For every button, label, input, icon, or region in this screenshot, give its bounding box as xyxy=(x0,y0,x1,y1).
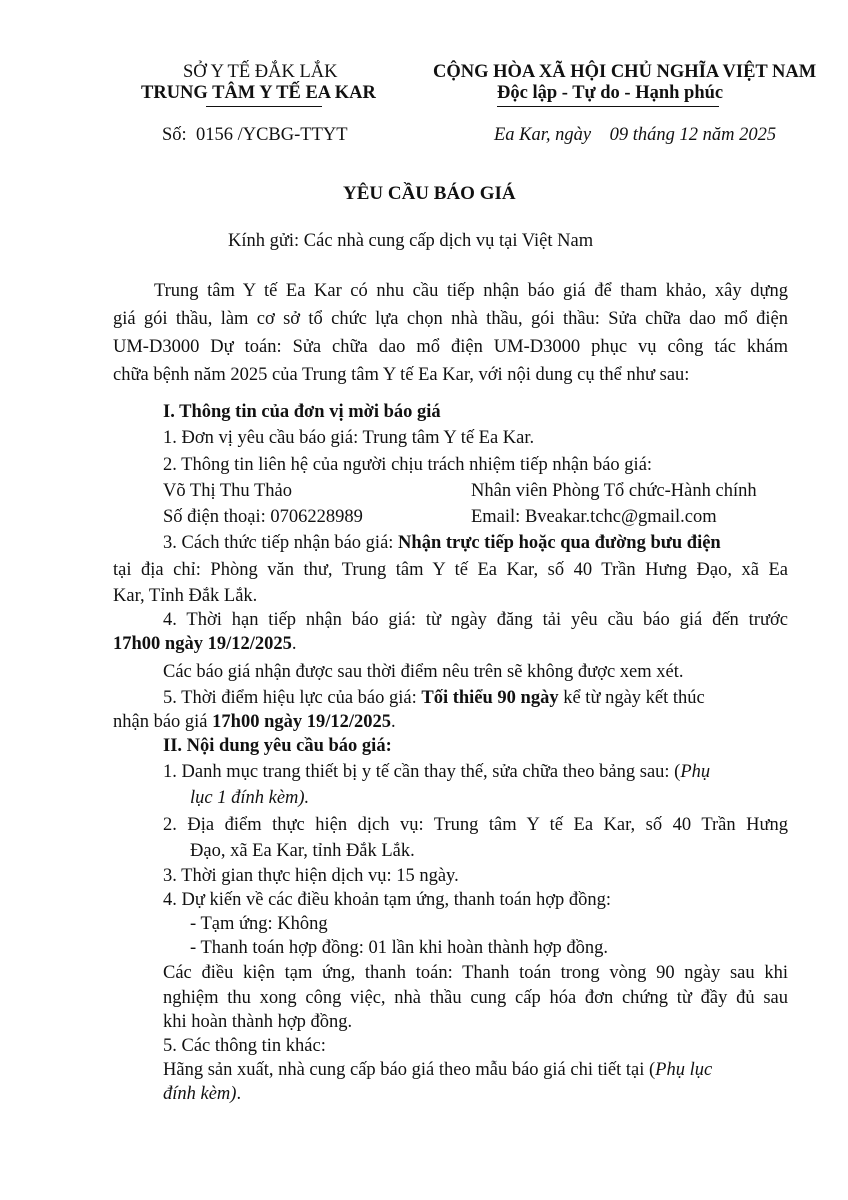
item-5-line-2-bold: 17h00 ngày 19/12/2025 xyxy=(212,712,392,732)
section-2-item-2-line-2: Đạo, xã Ea Kar, tỉnh Đắk Lắk. xyxy=(190,841,415,861)
section-1-item-3-line-2: tại địa chỉ: Phòng văn thư, Trung tâm Y tế Ea Kar, số 40 Trần Hưng Đạo, xã Ea xyxy=(113,560,788,580)
item-5-suffix: kể từ ngày kết thúc xyxy=(558,688,705,708)
place-date-prefix: Ea Kar, ngày xyxy=(494,125,592,145)
conditions-line-3: khi hoàn thành hợp đồng. xyxy=(163,1012,353,1032)
section-1-item-2: 2. Thông tin liên hệ của người chịu trách nhiệm tiếp nhận báo giá: xyxy=(163,455,653,475)
org-parent: SỞ Y TẾ ĐẮK LẮK xyxy=(183,62,338,82)
place-date-month-year: tháng 12 năm 2025 xyxy=(632,125,777,145)
section-1-item-3 xyxy=(163,533,721,554)
other-info-line-2 xyxy=(163,1084,241,1105)
s2-item-1-italic: Phụ xyxy=(680,762,711,782)
section-1-item-4: 4. Thời hạn tiếp nhận báo giá: từ ngày đăng tải yêu cầu báo giá đến trước xyxy=(163,610,788,630)
item-4-deadline-bold: 17h00 ngày 19/12/2025 xyxy=(113,634,292,654)
intro-line-3: UM-D3000 Dự toán: Sửa chữa dao mổ điện UM-D3000 phục vụ công tác khám xyxy=(113,337,788,357)
motto-underline xyxy=(497,106,719,107)
place-date xyxy=(494,125,776,146)
section-1-item-4-deadline xyxy=(113,634,296,655)
item-5-prefix: 5. Thời điểm hiệu lực của báo giá: xyxy=(163,688,422,708)
section-2-item-1 xyxy=(163,762,710,783)
org-underline xyxy=(206,106,322,107)
doc-number-value: 0156 xyxy=(195,125,233,145)
section-1-item-1: 1. Đơn vị yêu cầu báo giá: Trung tâm Y tế Ea Kar. xyxy=(163,428,535,448)
intro-line-2: giá gói thầu, làm cơ sở tổ chức lựa chọn nhà thầu, gói thầu: Sửa chữa dao mổ điện xyxy=(113,309,788,329)
motto: Độc lập - Tự do - Hạnh phúc xyxy=(497,83,724,103)
org-name: TRUNG TÂM Y TẾ EA KAR xyxy=(141,83,376,103)
section-2-item-5: 5. Các thông tin khác: xyxy=(163,1036,326,1056)
doc-number-suffix: /YCBG-TTYT xyxy=(237,125,348,145)
section-2-item-3: 3. Thời gian thực hiện dịch vụ: 15 ngày. xyxy=(163,866,459,886)
other-info-italic-1: Phụ lục xyxy=(655,1060,713,1080)
late-note: Các báo giá nhận được sau thời điểm nêu trên sẽ không được xem xét. xyxy=(163,662,684,682)
contact-name: Võ Thị Thu Thảo xyxy=(163,481,292,501)
recipient: Kính gửi: Các nhà cung cấp dịch vụ tại Việt Nam xyxy=(228,231,594,251)
doc-number-label: Số: xyxy=(162,125,187,145)
document-title: YÊU CẦU BÁO GIÁ xyxy=(343,183,516,204)
contact-role: Nhân viên Phòng Tổ chức-Hành chính xyxy=(471,481,757,501)
section-2-item-2: 2. Địa điểm thực hiện dịch vụ: Trung tâm Y tế Ea Kar, số 40 Trần Hưng xyxy=(163,815,788,835)
advance-payment: - Tạm ứng: Không xyxy=(190,914,328,934)
section-2-heading: II. Nội dung yêu cầu báo giá: xyxy=(163,736,392,756)
place-date-day: 09 xyxy=(609,125,629,145)
country-name: CỘNG HÒA XÃ HỘI CHỦ NGHĨA VIỆT NAM xyxy=(433,62,817,82)
other-info-line-1 xyxy=(163,1060,788,1081)
conditions-line-1: Các điều kiện tạm ứng, thanh toán: Thanh toán trong vòng 90 ngày sau khi xyxy=(163,963,788,983)
section-1-item-3-line-3: Kar, Tỉnh Đắk Lắk. xyxy=(113,586,258,606)
intro-line-1: Trung tâm Y tế Ea Kar có nhu cầu tiếp nhận báo giá để tham khảo, xây dựng xyxy=(154,281,788,301)
contact-email: Email: Bveakar.tchc@gmail.com xyxy=(471,507,717,527)
doc-number xyxy=(162,125,348,146)
contract-payment: - Thanh toán hợp đồng: 01 lần khi hoàn thành hợp đồng. xyxy=(190,938,608,958)
other-info-end: . xyxy=(236,1084,242,1104)
section-2-item-1-line-2: lục 1 đính kèm). xyxy=(190,788,310,808)
section-1-item-5 xyxy=(163,688,788,709)
item-5-line-2-end: . xyxy=(391,712,396,732)
s2-item-1-text: 1. Danh mục trang thiết bị y tế cần thay thế, sửa chữa theo bảng sau: ( xyxy=(163,762,681,782)
item-3-bold: Nhận trực tiếp hoặc qua đường bưu điện xyxy=(398,533,721,553)
section-1-heading: I. Thông tin của đơn vị mời báo giá xyxy=(163,402,441,422)
item-5-bold: Tối thiểu 90 ngày xyxy=(421,688,559,708)
item-4-deadline-end: . xyxy=(291,634,297,654)
section-1-item-5-line-2 xyxy=(113,712,396,733)
intro-line-4: chữa bệnh năm 2025 của Trung tâm Y tế Ea Kar, với nội dung cụ thể như sau: xyxy=(113,365,690,385)
other-info-italic-2: đính kèm) xyxy=(163,1084,237,1104)
item-5-line-2-prefix: nhận báo giá xyxy=(113,712,213,732)
conditions-line-2: nghiệm thu xong công việc, nhà thầu cung cấp hóa đơn chứng từ đầy đủ sau xyxy=(163,988,788,1008)
other-info-prefix: Hãng sản xuất, nhà cung cấp báo giá theo mẫu báo giá chi tiết tại ( xyxy=(163,1060,656,1080)
section-2-item-4: 4. Dự kiến về các điều khoản tạm ứng, thanh toán hợp đồng: xyxy=(163,890,612,910)
item-3-prefix: 3. Cách thức tiếp nhận báo giá: xyxy=(163,533,399,553)
contact-phone: Số điện thoại: 0706228989 xyxy=(163,507,363,527)
